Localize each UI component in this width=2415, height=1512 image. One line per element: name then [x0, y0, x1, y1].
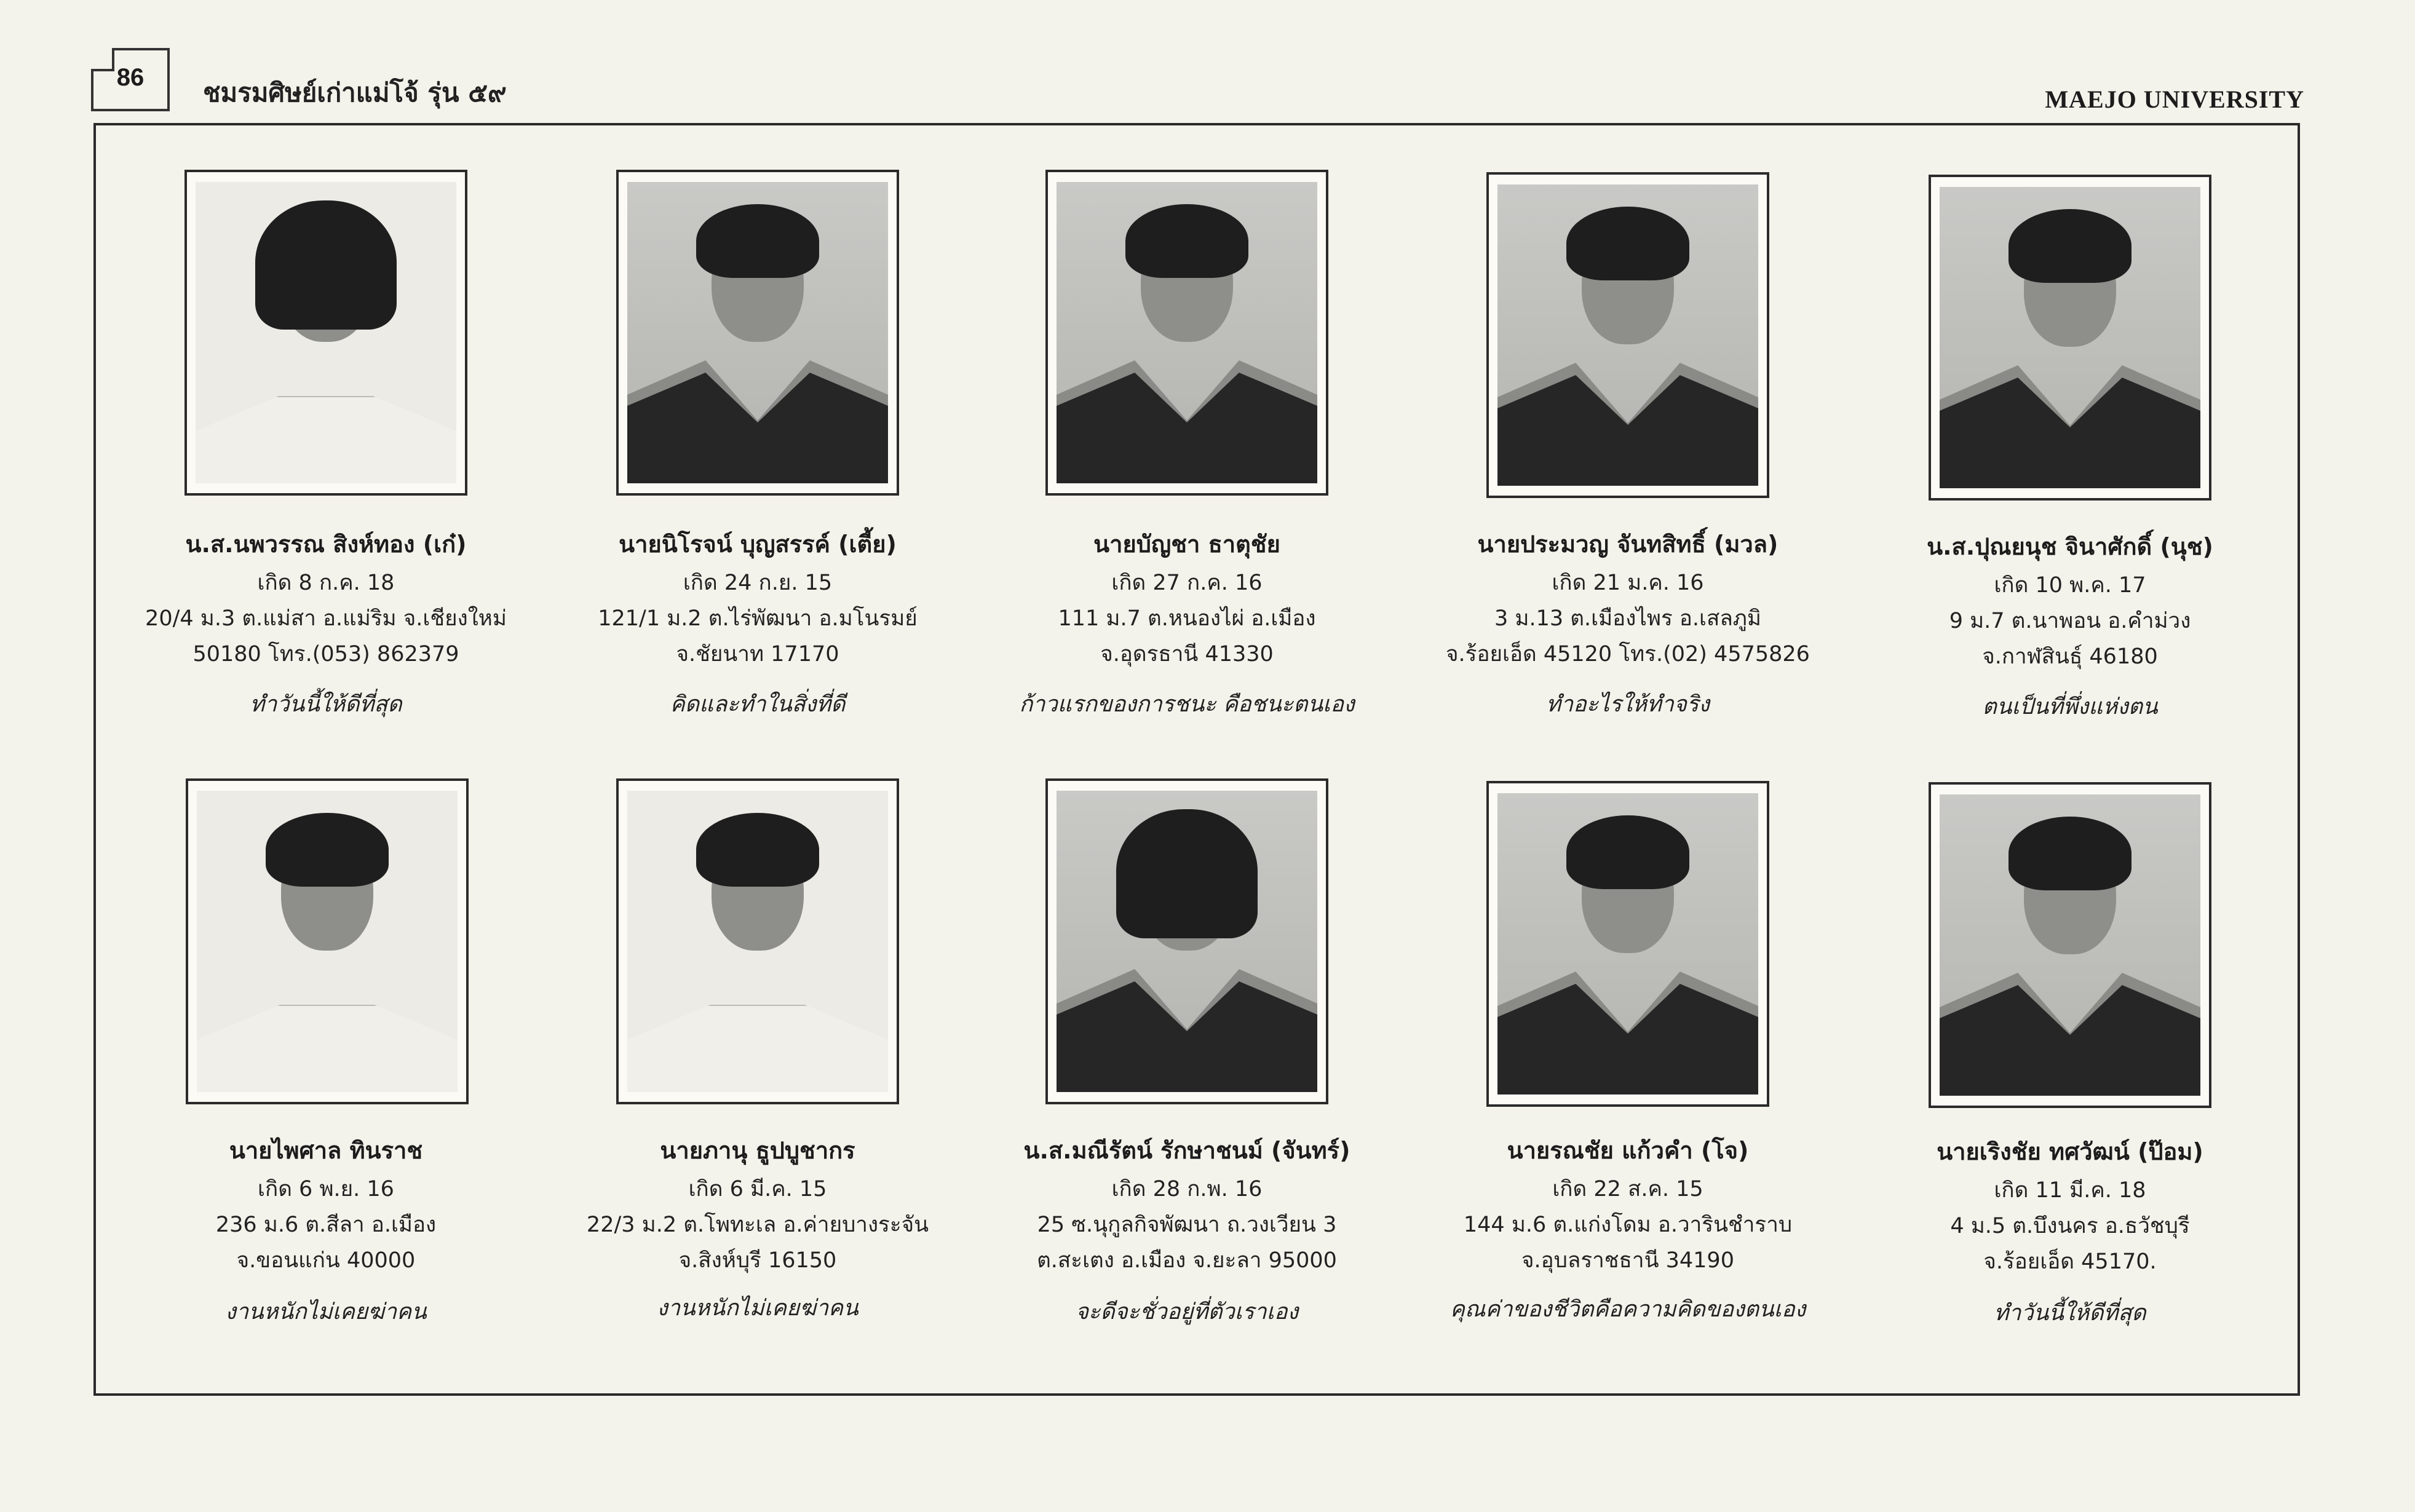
birth-date: เกิด 6 พ.ย. 16 [258, 1177, 394, 1201]
person-name: นายไพศาล ทินราช [229, 1137, 423, 1164]
motto: งานหนักไม่เคยฆ่าคน [657, 1296, 859, 1321]
motto: ทำอะไรให้ทำจริง [1546, 692, 1710, 717]
person-name: นายนิโรจน์ บุญสรรค์ (เตี้ย) [619, 531, 897, 558]
portrait-photo [1045, 170, 1328, 496]
portrait-photo [1486, 781, 1769, 1107]
address-line-1: 22/3 ม.2 ต.โพทะเล อ.ค่ายบางระจัน [586, 1213, 929, 1237]
birth-date: เกิด 24 ก.ย. 15 [683, 571, 833, 595]
university-name: MAEJO UNIVERSITY [2045, 85, 2304, 113]
birth-date: เกิด 21 ม.ค. 16 [1552, 571, 1704, 595]
birth-date: เกิด 27 ก.ค. 16 [1111, 571, 1263, 595]
address-line-1: 144 ม.6 ต.แก่งโดม อ.วารินชำราบ [1463, 1213, 1793, 1237]
address-line-1: 9 ม.7 ต.นาพอน อ.คำม่วง [1949, 609, 2191, 633]
person-card [561, 170, 954, 723]
address-line-2: ต.สะเตง อ.เมือง จ.ยะลา 95000 [1037, 1248, 1337, 1273]
address-line-1: 4 ม.5 ต.บึงนคร อ.ธวัชบุรี [1950, 1214, 2190, 1238]
birth-date: เกิด 22 ส.ค. 15 [1552, 1177, 1703, 1201]
address-line-1: 121/1 ม.2 ต.ไร่พัฒนา อ.มโนรมย์ [598, 606, 918, 631]
motto: คิดและทำในสิ่งที่ดี [670, 692, 846, 717]
address-line-1: 236 ม.6 ต.สีลา อ.เมือง [215, 1213, 437, 1237]
person-card [129, 170, 523, 723]
person-name: นายเริงชัย ทศวัฒน์ (ป๊อม) [1937, 1138, 2203, 1165]
person-name: นายประมวญ จันทสิทธิ์ (มวล) [1477, 531, 1779, 558]
address-line-1: 111 ม.7 ต.หนองไผ่ อ.เมือง [1058, 606, 1316, 631]
person-name: น.ส.นพวรรณ สิงห์ทอง (เก๋) [185, 531, 467, 558]
address-line-1: 3 ม.13 ต.เมืองไพร อ.เสลภูมิ [1494, 606, 1761, 631]
motto: คุณค่าของชีวิตคือความคิดของตนเอง [1449, 1297, 1806, 1322]
person-card [990, 778, 1384, 1344]
birth-date: เกิด 11 มี.ค. 18 [1994, 1178, 2146, 1203]
address-line-1: 20/4 ม.3 ต.แม่สา อ.แม่ริม จ.เชียงใหม่ [145, 606, 507, 631]
page-number: 86 [116, 64, 145, 91]
person-card [1431, 170, 1825, 723]
person-card [1431, 778, 1825, 1344]
person-card [561, 778, 954, 1344]
address-line-2: จ.ขอนแก่น 40000 [236, 1248, 416, 1273]
portrait-photo [616, 778, 899, 1104]
person-card [129, 778, 523, 1344]
motto: ตนเป็นที่พึ่งแห่งตน [1982, 694, 2158, 719]
person-card [990, 170, 1384, 723]
address-line-2: จ.กาฬสินธุ์ 46180 [1982, 644, 2158, 669]
birth-date: เกิด 10 พ.ค. 17 [1994, 573, 2146, 598]
address-line-1: 25 ซ.นุกูลกิจพัฒนา ถ.วงเวียน 3 [1037, 1213, 1337, 1237]
address-line-2: จ.ชัยนาท 17170 [676, 642, 839, 667]
birth-date: เกิด 6 มี.ค. 15 [688, 1177, 827, 1201]
motto: งานหนักไม่เคยฆ่าคน [225, 1299, 427, 1324]
portrait-photo [186, 778, 469, 1104]
club-title: ชมรมศิษย์เก่าแม่โจ้ รุ่น ๕๙ [203, 77, 507, 108]
birth-date: เกิด 8 ก.ค. 18 [257, 571, 395, 595]
address-line-2: จ.ร้อยเอ็ด 45170. [1983, 1249, 2157, 1274]
portrait-photo [1045, 778, 1328, 1104]
address-line-2: จ.อุบลราชธานี 34190 [1521, 1248, 1734, 1273]
portrait-photo [184, 170, 467, 496]
address-line-2: จ.อุดรธานี 41330 [1100, 642, 1274, 667]
person-card [1873, 778, 2267, 1344]
address-line-2: จ.ร้อยเอ็ด 45120 โทร.(02) 4575826 [1446, 642, 1810, 667]
birth-date: เกิด 28 ก.พ. 16 [1111, 1177, 1263, 1201]
person-name: น.ส.มณีรัตน์ รักษาชนม์ (จันทร์) [1023, 1137, 1350, 1164]
person-card [1873, 170, 2267, 723]
person-name: น.ส.ปุณยนุช จินาศักดิ์ (นุช) [1927, 533, 2213, 560]
motto: ก้าวแรกของการชนะ คือชนะตนเอง [1019, 692, 1355, 717]
motto: ทำวันนี้ให้ดีที่สุด [1994, 1300, 2146, 1326]
address-line-2: จ.สิงห์บุรี 16150 [678, 1248, 837, 1273]
motto: จะดีจะชั่วอยู่ที่ตัวเราเอง [1075, 1299, 1299, 1324]
portrait-photo [1486, 172, 1769, 498]
person-name: นายภานุ ธูปบูชากร [660, 1137, 855, 1164]
motto: ทำวันนี้ให้ดีที่สุด [250, 692, 402, 717]
portrait-photo [616, 170, 899, 496]
portrait-photo [1929, 782, 2211, 1108]
person-name: นายรณชัย แก้วคำ (โจ) [1507, 1137, 1749, 1164]
person-name: นายบัญชา ธาตุชัย [1093, 531, 1280, 558]
address-line-2: 50180 โทร.(053) 862379 [192, 642, 459, 667]
page-number-box [91, 48, 170, 111]
portrait-photo [1929, 175, 2211, 501]
